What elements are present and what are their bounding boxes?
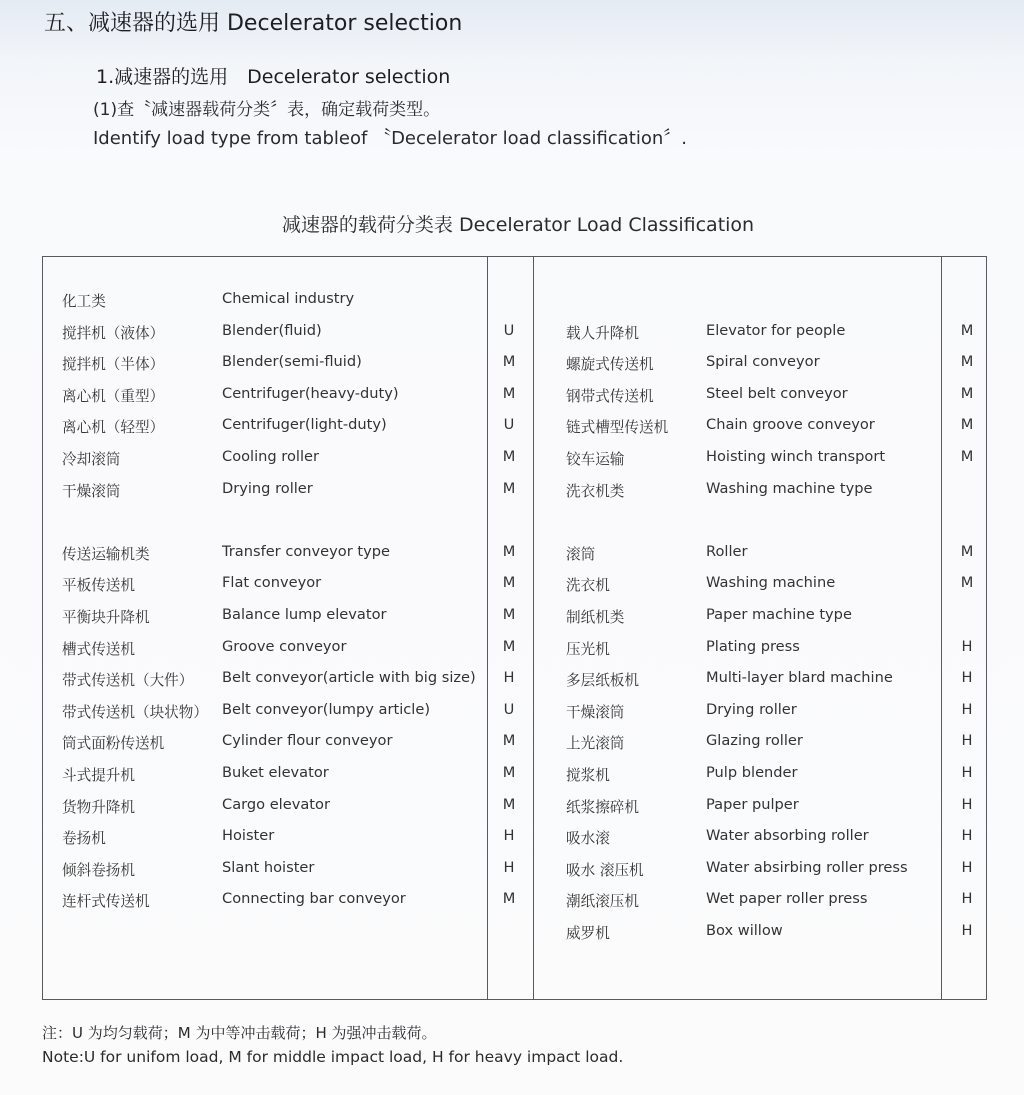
right-row-cn-name: 洗衣机 <box>566 577 610 595</box>
right-row-cn-name: 搅浆机 <box>566 767 610 784</box>
right-row-en-name: Hoisting winch transport <box>706 448 886 465</box>
instruction-en: Identify load type from tableof 〝Decelerator load classification〞. <box>93 128 688 149</box>
left-row-load-type: M <box>502 448 516 465</box>
right-row-en-name: Pulp blender <box>706 764 798 781</box>
left-row-load-type: M <box>502 542 516 560</box>
right-row-load-type: M <box>960 321 974 339</box>
right-row-en-name: Wet paper roller press <box>706 890 868 908</box>
left-row-cn-name: 离心机（重型） <box>62 387 165 405</box>
column-divider <box>487 257 488 999</box>
right-row-cn-name: 钢带式传送机 <box>566 387 654 405</box>
left-row-load-type: U <box>503 321 515 339</box>
right-row-load-type: M <box>960 542 974 560</box>
left-row-cn-name: 货物升降机 <box>62 798 135 816</box>
right-row-cn-name: 吸水滚 <box>566 830 610 848</box>
left-row-load-type: M <box>502 606 516 623</box>
right-row-load-type: M <box>960 384 974 402</box>
left-row-load-type: M <box>502 764 516 781</box>
left-row-cn-name: 冷却滚筒 <box>62 451 121 468</box>
right-row-load-type: H <box>961 890 973 908</box>
left-row-cn-name: 传送运输机类 <box>62 545 150 563</box>
left-row-cn-name: 带式传送机（块状物） <box>62 703 208 721</box>
note-en: Note:U for unifom load, M for middle impact load, H for heavy impact load. <box>42 1048 624 1066</box>
right-row-load-type: H <box>961 637 973 655</box>
right-row-en-name: Steel belt conveyor <box>706 384 848 402</box>
left-row-en-name: Centrifuger(light-duty) <box>222 416 387 434</box>
left-row-load-type: M <box>502 353 516 371</box>
left-row-en-name: Transfer conveyor type <box>222 542 390 560</box>
right-row-en-name: Plating press <box>706 637 800 655</box>
left-row-cn-name: 干燥滚筒 <box>62 482 121 500</box>
right-row-en-name: Chain groove conveyor <box>706 416 875 434</box>
right-row-load-type: M <box>960 448 974 465</box>
right-row-en-name: Elevator for people <box>706 321 846 339</box>
left-row-en-name: Slant hoister <box>222 858 315 876</box>
right-row-en-name: Paper machine type <box>706 606 852 623</box>
left-row-cn-name: 槽式传送机 <box>62 640 135 658</box>
right-row-cn-name: 滚筒 <box>566 545 596 563</box>
left-row-load-type: U <box>503 416 515 434</box>
left-row-en-name: Drying roller <box>222 479 313 497</box>
right-row-en-name: Spiral conveyor <box>706 353 820 371</box>
left-row-load-type: M <box>502 890 516 908</box>
right-row-cn-name: 洗衣机类 <box>566 482 625 500</box>
load-classification-table <box>42 256 987 1000</box>
right-row-load-type: H <box>961 700 973 718</box>
right-row-load-type: H <box>961 732 973 750</box>
left-row-en-name: Flat conveyor <box>222 574 322 592</box>
right-row-load-type: H <box>961 827 973 845</box>
column-divider <box>941 257 942 999</box>
left-row-en-name: Cooling roller <box>222 448 320 465</box>
left-row-load-type: H <box>503 669 515 687</box>
note-cn: 注：U 为均匀载荷；M 为中等冲击载荷；H 为强冲击载荷。 <box>42 1024 437 1042</box>
left-row-cn-name: 搅拌机（半体） <box>62 356 165 374</box>
left-row-en-name: Buket elevator <box>222 764 329 781</box>
left-row-en-name: Blender(fluid) <box>222 321 322 339</box>
right-row-load-type: H <box>961 922 973 939</box>
left-row-cn-name: 平板传送机 <box>62 577 135 595</box>
left-row-en-name: Belt conveyor(article with big size) <box>222 669 476 687</box>
right-row-en-name: Drying roller <box>706 700 797 718</box>
instruction-cn: (1)查〝减速器载荷分类〞表，确定载荷类型。 <box>93 100 441 120</box>
right-row-cn-name: 上光滚筒 <box>566 735 625 753</box>
right-row-cn-name: 载人升降机 <box>566 324 639 342</box>
subsection-heading: 1.减速器的选用 Decelerator selection <box>96 66 451 88</box>
right-row-cn-name: 吸水 滚压机 <box>566 861 644 879</box>
right-row-cn-name: 威罗机 <box>566 925 610 942</box>
left-row-cn-name: 筒式面粉传送机 <box>62 735 165 753</box>
right-row-cn-name: 制纸机类 <box>566 609 625 626</box>
left-row-load-type: H <box>503 827 515 845</box>
left-row-cn-name: 斗式提升机 <box>62 767 135 784</box>
section-heading: 五、减速器的选用 Decelerator selection <box>44 11 463 36</box>
left-row-cn-name: 化工类 <box>62 293 106 310</box>
left-row-load-type: M <box>502 384 516 402</box>
left-row-en-name: Blender(semi-fluid) <box>222 353 362 371</box>
right-row-cn-name: 多层纸板机 <box>566 672 639 690</box>
right-row-cn-name: 铰车运输 <box>566 451 625 468</box>
right-row-cn-name: 潮纸滚压机 <box>566 893 639 911</box>
left-row-load-type: M <box>502 479 516 497</box>
right-row-load-type: H <box>961 858 973 876</box>
left-row-cn-name: 卷扬机 <box>62 830 106 848</box>
right-row-load-type: H <box>961 669 973 687</box>
left-row-cn-name: 平衡块升降机 <box>62 609 150 626</box>
column-divider <box>533 257 534 999</box>
right-row-cn-name: 螺旋式传送机 <box>566 356 654 374</box>
left-row-load-type: U <box>503 700 515 718</box>
right-row-cn-name: 链式槽型传送机 <box>566 419 669 437</box>
left-row-en-name: Chemical industry <box>222 290 355 307</box>
left-row-cn-name: 连杆式传送机 <box>62 893 150 911</box>
right-row-en-name: Water absirbing roller press <box>706 858 908 876</box>
table-title: 减速器的载荷分类表 Decelerator Load Classification <box>281 214 755 236</box>
right-row-load-type: M <box>960 416 974 434</box>
left-row-load-type: M <box>502 732 516 750</box>
right-row-load-type: H <box>961 795 973 813</box>
left-row-cn-name: 离心机（轻型） <box>62 419 165 437</box>
left-row-load-type: H <box>503 858 515 876</box>
right-row-load-type: H <box>961 764 973 781</box>
left-row-en-name: Hoister <box>222 827 275 845</box>
right-row-en-name: Washing machine <box>706 574 836 592</box>
right-row-cn-name: 干燥滚筒 <box>566 703 625 721</box>
right-row-en-name: Paper pulper <box>706 795 799 813</box>
left-row-en-name: Balance lump elevator <box>222 606 387 623</box>
left-row-load-type: M <box>502 795 516 813</box>
left-row-cn-name: 搅拌机（液体） <box>62 324 165 342</box>
right-row-en-name: Multi-layer blard machine <box>706 669 893 687</box>
right-row-en-name: Glazing roller <box>706 732 803 750</box>
left-row-cn-name: 倾斜卷扬机 <box>62 861 135 879</box>
left-row-en-name: Cargo elevator <box>222 795 330 813</box>
left-row-en-name: Groove conveyor <box>222 637 347 655</box>
right-row-en-name: Box willow <box>706 922 783 939</box>
right-row-en-name: Roller <box>706 542 748 560</box>
right-row-load-type: M <box>960 574 974 592</box>
left-row-en-name: Belt conveyor(lumpy article) <box>222 700 431 718</box>
right-row-en-name: Water absorbing roller <box>706 827 869 845</box>
right-row-cn-name: 纸浆擦碎机 <box>566 798 639 816</box>
left-row-en-name: Connecting bar conveyor <box>222 890 406 908</box>
right-row-cn-name: 压光机 <box>566 640 610 658</box>
left-row-load-type: M <box>502 637 516 655</box>
left-row-en-name: Centrifuger(heavy-duty) <box>222 384 399 402</box>
left-row-load-type: M <box>502 574 516 592</box>
right-row-load-type: M <box>960 353 974 371</box>
left-row-en-name: Cylinder flour conveyor <box>222 732 393 750</box>
left-row-cn-name: 带式传送机（大件） <box>62 672 194 690</box>
right-row-en-name: Washing machine type <box>706 479 873 497</box>
